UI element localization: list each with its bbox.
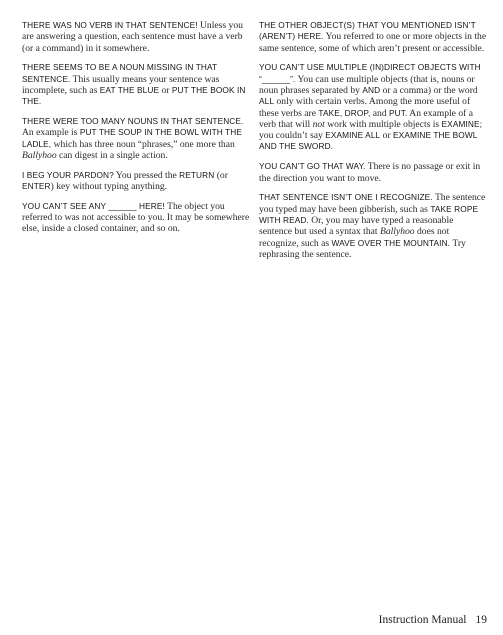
message-heading: THERE WAS NO VERB IN THAT SENTENCE! bbox=[22, 20, 198, 30]
message-heading: PUT THE SOUP IN THE BOWL WITH THE LADLE, bbox=[22, 127, 243, 149]
text-run: only with certain verbs. Among the more useful of these verbs are bbox=[259, 96, 471, 119]
page-footer bbox=[379, 614, 487, 626]
text-run: or bbox=[159, 84, 172, 96]
message-heading: TAKE, DROP, bbox=[318, 107, 371, 118]
text-run: can digest in a single action. bbox=[56, 149, 168, 161]
text-run: Or, you may have typed a reasonable sentence but used a syntax that bbox=[259, 214, 454, 238]
text-run: ) key without typing anything. bbox=[50, 181, 168, 193]
message-heading: ALL bbox=[259, 96, 275, 107]
message-heading: ENTER bbox=[22, 181, 51, 192]
text-run: and bbox=[370, 107, 390, 119]
message-heading: YOU CAN’T GO THAT WAY. bbox=[259, 161, 366, 172]
text-run: Ballyhoo bbox=[379, 226, 415, 238]
paragraph bbox=[259, 20, 487, 54]
text-run: This usually means your sentence was incomplete, such as bbox=[22, 73, 220, 96]
text-run: There is no passage or exit in the direction you want to move. bbox=[259, 161, 481, 184]
text-run: An example of a verb that will bbox=[259, 107, 473, 130]
paragraph bbox=[22, 62, 250, 107]
text-run: does not recognize, such as bbox=[259, 226, 450, 249]
text-run: Unless you are answering a question, each sentence must have a verb (or a command) in it somewhere. bbox=[22, 20, 243, 54]
left-column bbox=[22, 20, 250, 243]
text-run: Try rephrasing the sentence. bbox=[259, 237, 466, 260]
footer-label: Instruction Manual bbox=[378, 614, 467, 626]
message-heading: THERE WERE TOO MANY NOUNS IN THAT SENTENCE. bbox=[22, 116, 244, 127]
text-run: which has three noun “phrases,” one more than bbox=[51, 138, 235, 150]
message-heading: EXAMINE ALL bbox=[325, 130, 381, 141]
text-run: You pressed the bbox=[113, 169, 180, 181]
paragraph bbox=[22, 201, 250, 235]
message-heading: EAT THE BLUE bbox=[99, 84, 160, 95]
text-run: An example is bbox=[22, 127, 80, 139]
message-heading: TAKE ROPE WITH READ. bbox=[259, 203, 479, 225]
page-number: 19 bbox=[475, 614, 487, 626]
message-heading: I BEG YOUR PARDON? bbox=[22, 169, 114, 180]
message-heading: AND bbox=[362, 84, 381, 95]
text-run: work with multiple objects is bbox=[324, 118, 442, 130]
paragraph bbox=[22, 116, 250, 161]
message-heading: THAT SENTENCE ISN’T ONE I RECOGNIZE. bbox=[259, 192, 433, 203]
text-run: Ballyhoo bbox=[22, 149, 57, 161]
message-heading: EXAMINE THE BOWL AND THE SWORD. bbox=[259, 130, 478, 152]
text-run: You can use multiple objects (that is, nouns or noun phrases separated by bbox=[259, 73, 475, 96]
message-heading: RETURN bbox=[179, 169, 215, 180]
paragraph bbox=[22, 20, 250, 54]
paragraph bbox=[259, 161, 487, 184]
text-run: or a comma) or the word bbox=[380, 84, 478, 96]
right-column bbox=[259, 20, 487, 269]
text-run: or bbox=[380, 130, 394, 142]
text-run: you couldn’t say bbox=[259, 130, 326, 142]
message-heading: THE OTHER OBJECT(S) THAT YOU MENTIONED ISN’T (AREN’T) HERE. bbox=[259, 20, 476, 42]
paragraph bbox=[259, 62, 487, 152]
paragraph bbox=[22, 170, 250, 193]
message-heading: WAVE OVER THE MOUNTAIN. bbox=[331, 237, 451, 248]
text-run: (or bbox=[214, 169, 228, 181]
text-run: You referred to one or more objects in the same sentence, some of which aren’t present or accessible. bbox=[259, 31, 487, 54]
text-run: The object you referred to was not accessible to you. It may be somewhere else, inside a closed container, and so on. bbox=[22, 200, 250, 235]
message-heading: YOU CAN’T SEE ANY ______ HERE! bbox=[22, 200, 165, 211]
text-run: The sentence you typed may have been gibberish, such as bbox=[259, 192, 486, 215]
message-heading: THERE SEEMS TO BE A NOUN MISSING IN THAT SENTENCE. bbox=[22, 62, 218, 84]
message-heading: PUT THE BOOK IN THE. bbox=[22, 84, 246, 107]
paragraph bbox=[259, 192, 487, 260]
message-heading: YOU CAN’T USE MULTIPLE (IN)DIRECT OBJECTS WITH “______”. bbox=[259, 62, 481, 84]
message-heading: EXAMINE; bbox=[441, 118, 482, 129]
message-heading: PUT. bbox=[389, 107, 408, 118]
text-run: not bbox=[312, 118, 325, 130]
